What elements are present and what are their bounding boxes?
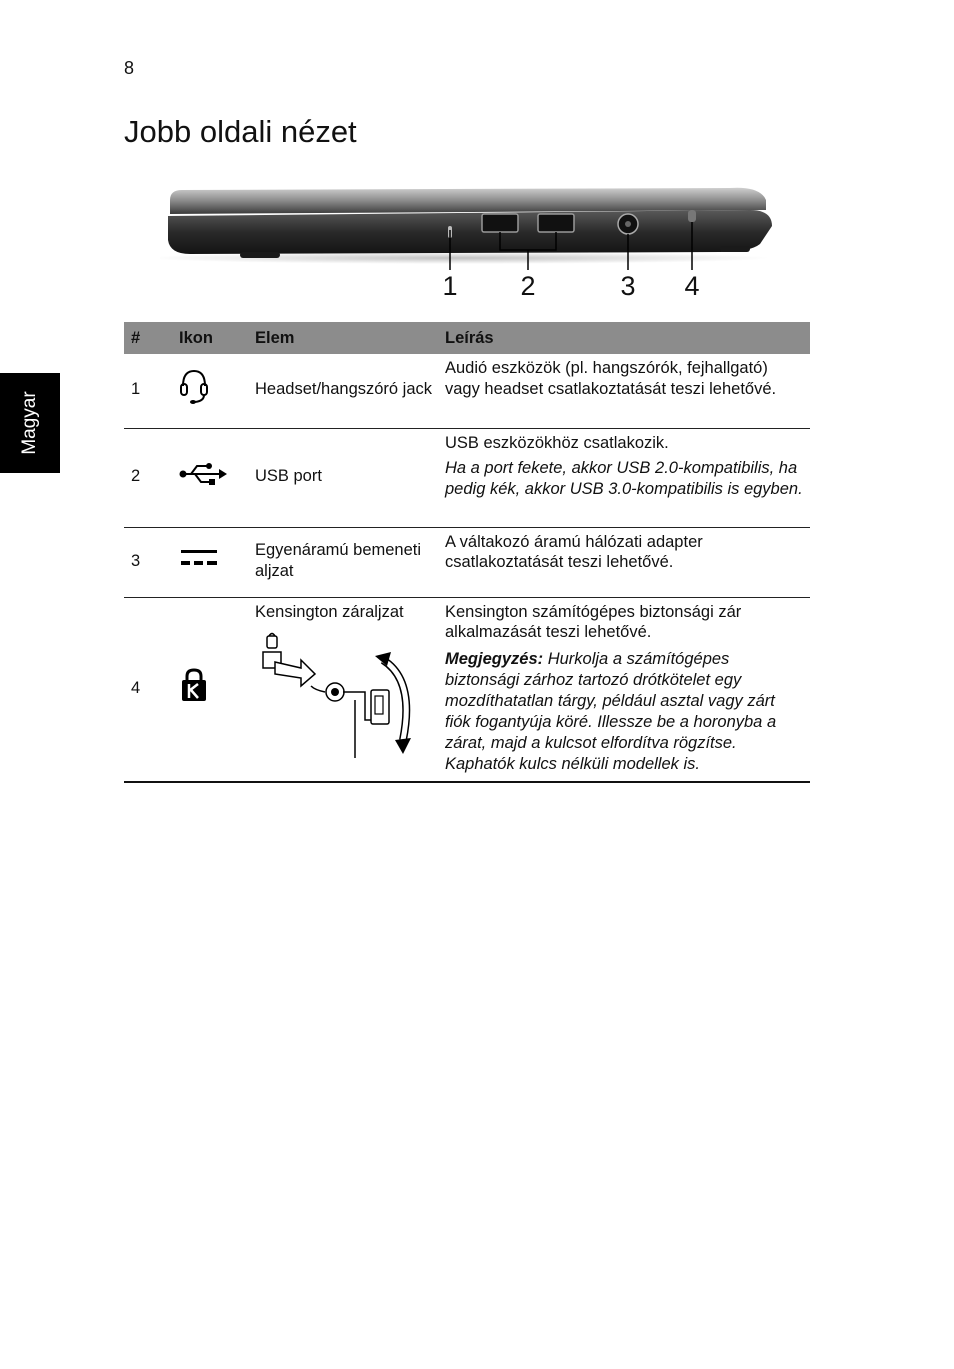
row-item: Kensington záraljzat (255, 602, 404, 621)
row-description: Kensington számítógépes biztonsági zár alkalmazását teszi lehetővé. (445, 602, 742, 642)
row-item: USB port (249, 428, 439, 527)
kensington-slot (688, 210, 696, 222)
usb-icon (179, 462, 227, 486)
row-item: Egyenáramú bemeneti aljzat (249, 527, 439, 597)
header-item: Elem (249, 322, 439, 354)
row-item: Headset/hangszóró jack (249, 354, 439, 428)
table-row (124, 597, 810, 782)
kensington-lock-icon (179, 667, 209, 703)
row-num: 4 (124, 597, 171, 782)
headset-icon (179, 368, 209, 406)
table-header-row (124, 322, 810, 354)
laptop-base (168, 210, 772, 254)
callout-1: 1 (442, 271, 458, 301)
header-num: # (124, 322, 171, 354)
laptop-lid (170, 188, 766, 214)
row-description: A váltakozó áramú hálózati adapter csatlakoztatását teszi lehetővé. (439, 527, 810, 597)
header-icon: Ikon (171, 322, 249, 354)
row-num: 2 (124, 428, 171, 527)
note-label: Megjegyzés: (445, 650, 544, 669)
note-text: Hurkolja a számítógépes biztonsági zárhoz tartozó drótkötelet egy mozdíthatatlan tárgy, például asztal vagy zárt fiók fogantyúja köré. Illessze be a horonyba a zárat, majd a kulcsot elfordítva rögzítse. Kaphatók kulcs nélküli modellek is. (445, 650, 777, 774)
row-description: USB eszközökhöz csatlakozik. (445, 433, 669, 452)
kensington-lock-illustration (255, 630, 415, 760)
language-tab-label: Magyar (19, 391, 40, 455)
row-num: 1 (124, 354, 171, 428)
usb-port-1 (482, 214, 518, 232)
usb-port-2 (538, 214, 574, 232)
row-description: Audió eszközök (pl. hangszórók, fejhallgató) vagy headset csatlakoztatását teszi lehetővé. (439, 354, 810, 428)
callout-3: 3 (620, 271, 636, 301)
callout-4: 4 (684, 271, 700, 301)
row-description-note: Ha a port fekete, akkor USB 2.0-kompatibilis, ha pedig kék, akkor USB 3.0-kompatibilis is egyben. (445, 459, 803, 499)
laptop-foot (240, 252, 280, 258)
page-title: Jobb oldali nézet (124, 114, 357, 149)
row-num: 3 (124, 527, 171, 597)
page-number: 8 (124, 58, 135, 78)
table-row (124, 527, 810, 597)
header-description: Leírás (439, 322, 810, 354)
table-row (124, 354, 810, 428)
language-tab (0, 373, 60, 473)
row-description-note (445, 649, 804, 775)
callout-2: 2 (520, 271, 536, 301)
component-table (124, 322, 810, 783)
laptop-foot (720, 246, 750, 252)
dc-in-icon (179, 546, 219, 570)
table-row (124, 428, 810, 527)
